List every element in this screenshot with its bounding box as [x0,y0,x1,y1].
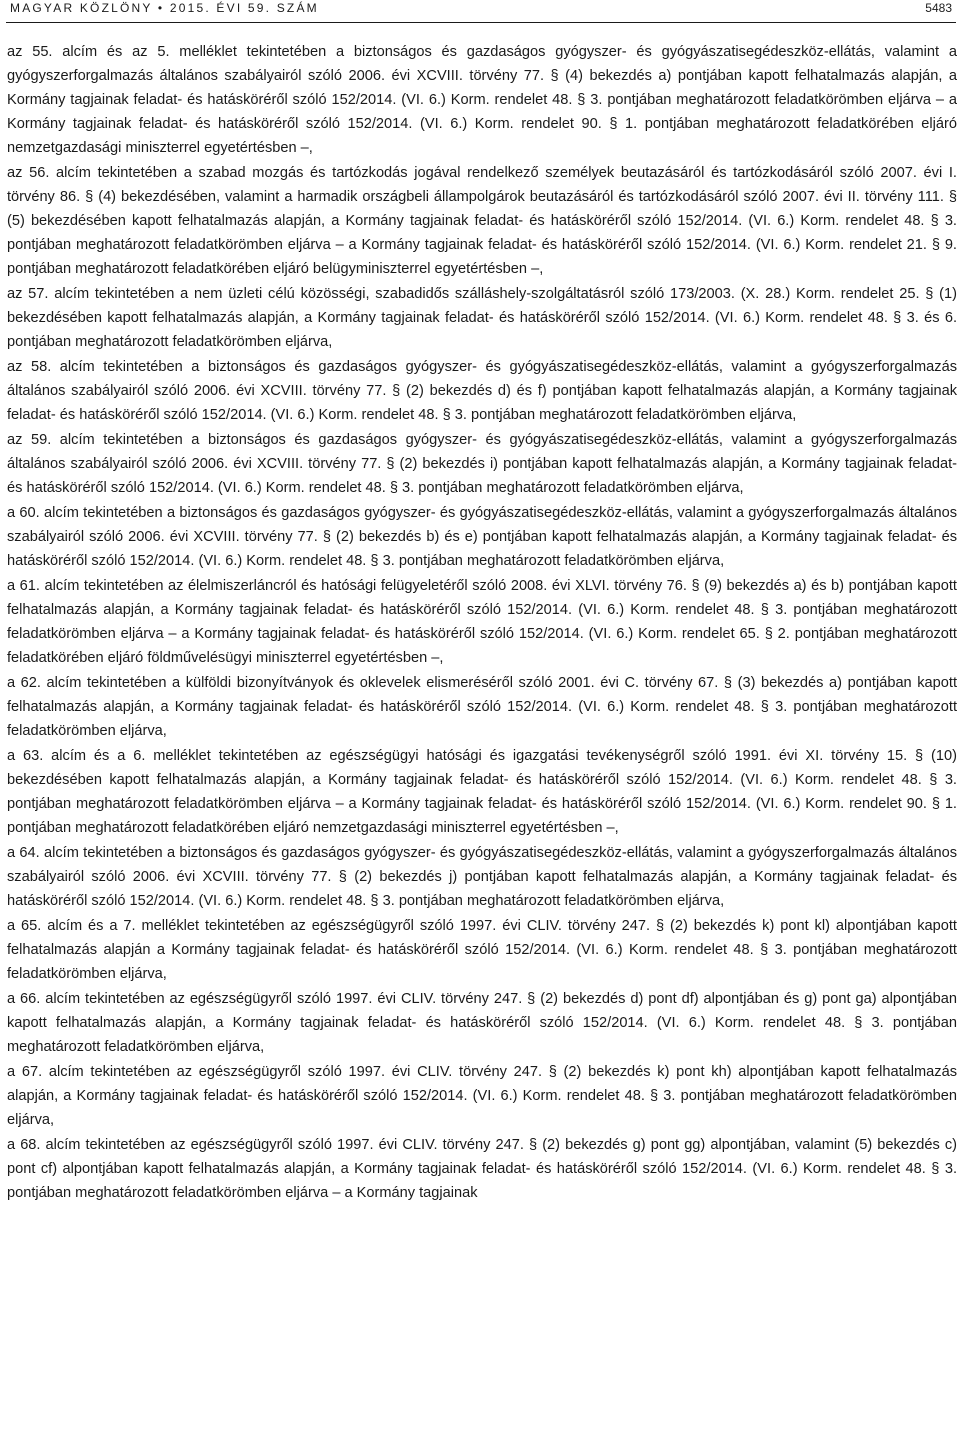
paragraph-a-61: a 61. alcím tekintetében az élelmiszerláncról és hatósági felügyeletéről szóló 2008. évi XLVI. törvény 76. § (9) bekezdés a) és b) pontjában kapott felhatalmazás alapján, a Kormány tagjainak feladat- és hatásköréről szóló 152/2014. (VI. 6.) Korm. rendelet 48. § 3. pontjában meghatározott feladatkörömben eljárva – a Kormány tagjainak feladat- és hatásköréről szóló 152/2014. (VI. 6.) Korm. rendelet 65. § 2. pontjában meghatározott feladatkörében eljáró földművelésügyi miniszterrel egyetértésben –, [7,578,957,666]
page-number: 5483 [925,1,952,15]
paragraph-a-62: a 62. alcím tekintetében a külföldi bizonyítványok és oklevelek elismeréséről szóló 2001. évi C. törvény 67. § (3) bekezdés a) pontjában kapott felhatalmazás alapján, a Kormány tagjainak feladat- és hatásköréről szóló 152/2014. (VI. 6.) Korm. rendelet 48. § 3. pontjában meghatározott feladatkörömben eljárva, [7,675,957,739]
paragraph-a-66: a 66. alcím tekintetében az egészségügyről szóló 1997. évi CLIV. törvény 247. § (2) bekezdés d) pont df) alpontjában és g) pont ga) alpontjában kapott felhatalmazás alapján, a Kormány tagjainak feladat- és hatásköréről szóló 152/2014. (VI. 6.) Korm. rendelet 48. § 3. pontjában meghatározott feladatkörömben eljárva, [7,991,957,1055]
paragraph-a-68: a 68. alcím tekintetében az egészségügyről szóló 1997. évi CLIV. törvény 247. § (2) bekezdés g) pont gg) alpontjában, valamint (5) bekezdés c) pont cf) alpontjában kapott felhatalmazás alapján, a Kormány tagjainak feladat- és hatásköréről szóló 152/2014. (VI. 6.) Korm. rendelet 48. § 3. pontjában meghatározott feladatkörömben eljárva – a Kormány tagjainak [7,1137,957,1201]
paragraph-az-55: az 55. alcím és az 5. melléklet tekintetében a biztonságos és gazdaságos gyógyszer- és gyógyászatisegédeszköz-ellátás, valamint a gyógyszerforgalmazás általános szabályairól szóló 2006. évi XCVIII. törvény 77. § (4) bekezdés a) pontjában kapott felhatalmazás alapján, a Kormány tagjainak feladat- és hatásköréről szóló 152/2014. (VI. 6.) Korm. rendelet 48. § 3. pontjában meghatározott feladatkörömben eljárva – a Kormány tagjainak feladat- és hatásköréről szóló 152/2014. (VI. 6.) Korm. rendelet 90. § 1. pontjában meghatározott feladatkörében eljáró nemzetgazdasági miniszterrel egyetértésben –, [7,44,957,156]
paragraph-a-67: a 67. alcím tekintetében az egészségügyről szóló 1997. évi CLIV. törvény 247. § (2) bekezdés k) pont kh) alpontjában kapott felhatalmazás alapján, a Kormány tagjainak feladat- és hatásköréről szóló 152/2014. (VI. 6.) Korm. rendelet 48. § 3. pontjában meghatározott feladatkörömben eljárva, [7,1064,957,1128]
document-body [7,40,957,1205]
paragraph-a-64: a 64. alcím tekintetében a biztonságos és gazdaságos gyógyszer- és gyógyászatisegédeszköz-ellátás, valamint a gyógyszerforgalmazás általános szabályairól szóló 2006. évi XCVIII. törvény 77. § (2) bekezdés j) pontjában kapott felhatalmazás alapján, a Kormány tagjainak feladat- és hatásköréről szóló 152/2014. (VI. 6.) Korm. rendelet 48. § 3. pontjában meghatározott feladatkörömben eljárva, [7,845,957,909]
paragraph-a-65: a 65. alcím és a 7. melléklet tekintetében az egészségügyről szóló 1997. évi CLIV. törvény 247. § (2) bekezdés k) pont kl) alpontjában kapott felhatalmazás alapján a Kormány tagjainak feladat- és hatásköréről szóló 152/2014. (VI. 6.) Korm. rendelet 48. § 3. pontjában meghatározott feladatkörömben eljárva, [7,918,957,982]
paragraph-az-57: az 57. alcím tekintetében a nem üzleti célú közösségi, szabadidős szálláshely-szolgáltatásról szóló 173/2003. (X. 28.) Korm. rendelet 25. § (1) bekezdésében kapott felhatalmazás alapján, a Kormány tagjainak feladat- és hatásköréről szóló 152/2014. (VI. 6.) Korm. rendelet 48. § 3. és 6. pontjában meghatározott feladatkörömben eljárva, [7,286,957,350]
publication-title: MAGYAR KÖZLÖNY • 2015. ÉVI 59. SZÁM [10,1,319,15]
running-header [0,0,960,24]
paragraph-a-63: a 63. alcím és a 6. melléklet tekintetében az egészségügyi hatósági és igazgatási tevékenységről szóló 1991. évi XI. törvény 15. § (10) bekezdésében kapott felhatalmazás alapján, a Kormány tagjainak feladat- és hatásköréről szóló 152/2014. (VI. 6.) Korm. rendelet 48. § 3. pontjában meghatározott feladatkörömben eljárva – a Kormány tagjainak feladat- és hatásköréről szóló 152/2014. (VI. 6.) Korm. rendelet 90. § 1. pontjában meghatározott feladatkörében eljáró nemzetgazdasági miniszterrel egyetértésben –, [7,748,957,836]
paragraph-az-58: az 58. alcím tekintetében a biztonságos és gazdaságos gyógyszer- és gyógyászatisegédeszköz-ellátás, valamint a gyógyszerforgalmazás általános szabályairól szóló 2006. évi XCVIII. törvény 77. § (2) bekezdés d) és f) pontjában kapott felhatalmazás alapján, a Kormány tagjainak feladat- és hatásköréről szóló 152/2014. (VI. 6.) Korm. rendelet 48. § 3. pontjában meghatározott feladatkörömben eljárva, [7,359,957,423]
header-divider [6,22,956,23]
paragraph-az-59: az 59. alcím tekintetében a biztonságos és gazdaságos gyógyszer- és gyógyászatisegédeszköz-ellátás, valamint a gyógyszerforgalmazás általános szabályairól szóló 2006. évi XCVIII. törvény 77. § (2) bekezdés i) pontjában kapott felhatalmazás alapján, a Kormány tagjainak feladat- és hatásköréről szóló 152/2014. (VI. 6.) Korm. rendelet 48. § 3. pontjában meghatározott feladatkörömben eljárva, [7,432,957,496]
paragraph-a-60: a 60. alcím tekintetében a biztonságos és gazdaságos gyógyszer- és gyógyászatisegédeszköz-ellátás, valamint a gyógyszerforgalmazás általános szabályairól szóló 2006. évi XCVIII. törvény 77. § (2) bekezdés b) és e) pontjában kapott felhatalmazás alapján, a Kormány tagjainak feladat- és hatásköréről szóló 152/2014. (VI. 6.) Korm. rendelet 48. § 3. pontjában meghatározott feladatkörömben eljárva, [7,505,957,569]
paragraph-az-56: az 56. alcím tekintetében a szabad mozgás és tartózkodás jogával rendelkező személyek beutazásáról és tartózkodásáról szóló 2007. évi I. törvény 86. § (4) bekezdésében, valamint a harmadik országbeli állampolgárok beutazásáról és tartózkodásáról szóló 2007. évi II. törvény 111. § (5) bekezdésében kapott felhatalmazás alapján, a Kormány tagjainak feladat- és hatásköréről szóló 152/2014. (VI. 6.) Korm. rendelet 48. § 3. pontjában meghatározott feladatkörömben eljárva – a Kormány tagjainak feladat- és hatásköréről szóló 152/2014. (VI. 6.) Korm. rendelet 21. § 9. pontjában meghatározott feladatkörében eljáró belügyminiszterrel egyetértésben –, [7,165,957,277]
